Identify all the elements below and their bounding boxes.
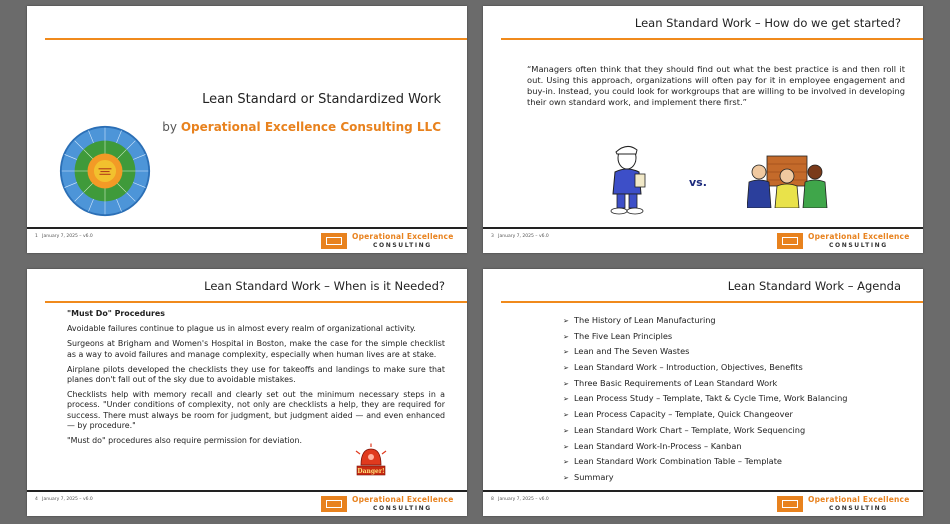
danger-label: Danger! <box>357 468 385 475</box>
logo-line2: CONSULTING <box>829 242 888 249</box>
paragraph: Checklists help with memory recall and clearly set out the minimum necessary steps in a process. "Under conditions of complexity, not only are checklists a help, they are required for success. There must always be room for judgment, but judgment aided — and even enhanced — by procedure." <box>67 390 445 430</box>
agenda-item-label: Lean Standard Work Chart – Template, Work Sequencing <box>574 424 806 435</box>
slide-4[interactable] <box>27 269 467 516</box>
arrow-bullet-icon: ➢ <box>563 364 569 373</box>
agenda-item <box>563 454 847 470</box>
paragraph: Airplane pilots developed the checklists they use for takeoffs and landings to make sure that planes don't fall out of the sky due to avoidable mistakes. <box>67 364 445 385</box>
slide-3[interactable] <box>483 6 923 253</box>
byline-prefix: by <box>162 120 181 134</box>
footer-line <box>27 227 467 229</box>
agenda-item-label: The Five Lean Principles <box>574 330 673 341</box>
agenda-item <box>563 423 847 439</box>
slide-title: Lean Standard Work – Agenda <box>727 279 901 293</box>
agenda-item <box>563 470 847 486</box>
agenda-item-label: Lean Process Study – Template, Takt & Cycle Time, Work Balancing <box>574 393 848 404</box>
agenda-item <box>563 376 847 392</box>
slide-number: 4 <box>35 497 38 502</box>
logo-line1: Operational Excellence <box>808 232 910 241</box>
slide-title: Lean Standard Work – When is it Needed? <box>204 279 445 293</box>
slide-1[interactable] <box>27 6 467 253</box>
arrow-bullet-icon: ➢ <box>563 348 569 357</box>
manager-illustration <box>601 144 651 216</box>
agenda-item <box>563 313 847 329</box>
footer <box>35 234 93 239</box>
footer-line <box>483 227 923 229</box>
lean-wheel-diagram <box>59 125 151 217</box>
agenda-item-label: Lean Standard Work – Introduction, Objectives, Benefits <box>574 362 803 373</box>
slide-title: Lean Standard Work – How do we get started? <box>634 16 901 30</box>
footer-date: January 7, 2025 – v6.0 <box>498 497 549 502</box>
agenda-item-label: Lean and The Seven Wastes <box>574 346 690 357</box>
slide-8[interactable] <box>483 269 923 516</box>
arrow-bullet-icon: ➢ <box>563 332 569 341</box>
arrow-bullet-icon: ➢ <box>563 411 569 420</box>
logo-line2: CONSULTING <box>373 505 432 512</box>
agenda-item-label: The History of Lean Manufacturing <box>574 315 716 325</box>
slide-body <box>67 309 445 451</box>
footer-line <box>27 490 467 492</box>
logo-icon <box>321 233 347 249</box>
agenda-item <box>563 360 847 376</box>
arrow-bullet-icon: ➢ <box>563 442 569 451</box>
arrow-bullet-icon: ➢ <box>563 458 569 467</box>
footer-date: January 7, 2025 – v6.0 <box>498 234 549 239</box>
workgroup-illustration <box>747 152 829 208</box>
slide-title: Lean Standard or Standardized Work <box>202 92 441 107</box>
slide-number: 1 <box>35 234 38 239</box>
logo-icon <box>321 496 347 512</box>
agenda-item <box>563 344 847 360</box>
byline-company: Operational Excellence Consulting LLC <box>180 120 441 134</box>
agenda-item-label: Summary <box>574 471 614 482</box>
paragraph: Surgeons at Brigham and Women's Hospital in Boston, make the case for the simple checklist as a way to avoid failures and manage complexity, especially when human lives are at stake. <box>67 339 445 359</box>
logo-line1: Operational Excellence <box>352 232 454 241</box>
quote-text: “Managers often think that they should find out what the best practice is and then roll it out. Using this approach, organizations will often pay for it in employee engagement and buy-in. Instead, you could look for workgroups that are willing to be involved in developing their own standard work, and implement there first.” <box>527 64 905 107</box>
agenda-item-label: Lean Process Capacity – Template, Quick Changeover <box>574 409 793 420</box>
company-logo <box>321 494 461 514</box>
byline <box>162 120 441 134</box>
footer-line <box>483 490 923 492</box>
agenda-item <box>563 391 847 407</box>
agenda-item-label: Lean Standard Work-In-Process – Kanban <box>574 440 742 451</box>
section-heading: "Must Do" Procedures <box>67 309 165 318</box>
title-rule <box>501 301 923 303</box>
agenda-item <box>563 407 847 423</box>
arrow-bullet-icon: ➢ <box>563 473 569 482</box>
footer <box>491 234 549 239</box>
paragraph: Avoidable failures continue to plague us in almost every realm of organizational activity. <box>67 324 416 334</box>
company-logo <box>777 494 917 514</box>
paragraph: "Must do" procedures also require permission for deviation. <box>67 436 302 446</box>
slide-number: 8 <box>491 497 494 502</box>
agenda-item-label: Three Basic Requirements of Lean Standard Work <box>574 377 778 388</box>
company-logo <box>777 231 917 251</box>
agenda-list <box>563 313 847 486</box>
footer <box>35 497 93 502</box>
agenda-item-label: Lean Standard Work Combination Table – Template <box>574 456 782 467</box>
slide-number: 3 <box>491 234 494 239</box>
arrow-bullet-icon: ➢ <box>563 395 569 404</box>
footer-date: January 7, 2025 – v6.0 <box>42 234 93 239</box>
title-rule <box>45 301 467 303</box>
agenda-item <box>563 329 847 345</box>
arrow-bullet-icon: ➢ <box>563 317 569 325</box>
title-rule <box>45 38 467 40</box>
agenda-item <box>563 439 847 455</box>
logo-line2: CONSULTING <box>373 242 432 249</box>
footer <box>491 497 549 502</box>
title-rule <box>501 38 923 40</box>
arrow-bullet-icon: ➢ <box>563 379 569 388</box>
footer-date: January 7, 2025 – v6.0 <box>42 497 93 502</box>
logo-line1: Operational Excellence <box>808 495 910 504</box>
danger-alarm-icon <box>353 443 389 479</box>
logo-line2: CONSULTING <box>829 505 888 512</box>
logo-icon <box>777 233 803 249</box>
company-logo <box>321 231 461 251</box>
vs-label: vs. <box>689 176 707 189</box>
logo-line1: Operational Excellence <box>352 495 454 504</box>
logo-icon <box>777 496 803 512</box>
arrow-bullet-icon: ➢ <box>563 426 569 435</box>
